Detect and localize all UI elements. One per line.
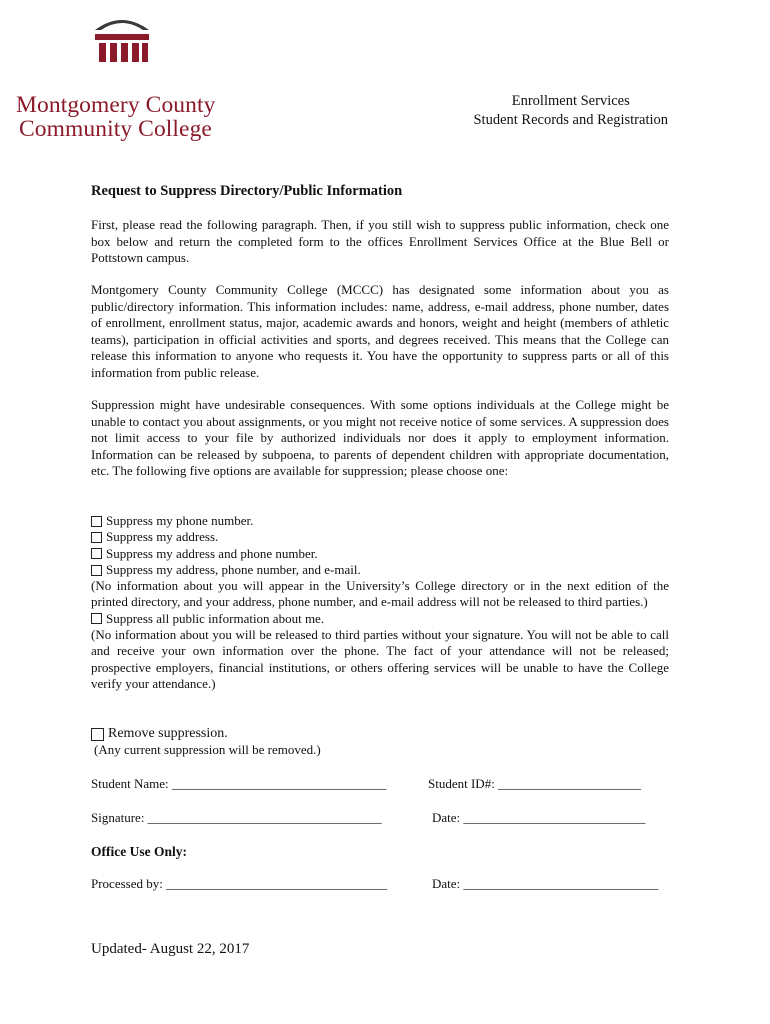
logo-text-line2: Community College — [19, 116, 212, 142]
option-label: Suppress my address. — [106, 529, 219, 545]
checkbox[interactable] — [91, 532, 102, 543]
option-remove-suppression[interactable] — [91, 726, 228, 742]
option-address[interactable] — [91, 529, 669, 545]
option-address-phone-email[interactable] — [91, 562, 669, 578]
checkbox[interactable] — [91, 613, 102, 624]
option-phone[interactable] — [91, 513, 669, 529]
date-field[interactable]: Date: ____________________________ — [432, 810, 646, 825]
intro-paragraph: First, please read the following paragraph. Then, if you still wish to suppress public information, check one box below and return the completed form to the offices Enrollment Services Office at the Blue Bell or Pottstown campus. — [91, 217, 669, 266]
suppression-options — [91, 513, 669, 692]
option-label: Suppress my address and phone number. — [106, 545, 318, 561]
directory-info-paragraph: Montgomery County Community College (MCCC) has designated some information about you as public/directory information. This information includes: name, address, e-mail address, phone number, dates of enrollment, enrollment status, major, academic awards and honors, weight and height (members of athletic teams), participation in official activities and sports, and degrees received. This means that the College can release this information to anyone who requests it. You have the opportunity to suppress parts or all of this information from public release. — [91, 282, 669, 380]
checkbox[interactable] — [91, 548, 102, 559]
student-id-field[interactable]: Student ID#: ______________________ — [428, 776, 642, 791]
remove-note: (Any current suppression will be removed.) — [94, 742, 321, 757]
department-line2: Student Records and Registration — [473, 112, 668, 128]
checkbox[interactable] — [91, 516, 102, 527]
consequences-block — [91, 397, 669, 480]
checkbox[interactable] — [91, 728, 104, 741]
checkbox[interactable] — [91, 565, 102, 576]
department-line1: Enrollment Services — [511, 93, 630, 109]
option-address-phone[interactable] — [91, 546, 669, 562]
option-label: Suppress all public information about me. — [106, 610, 325, 626]
college-building-icon — [93, 12, 151, 64]
updated-date: Updated- August 22, 2017 — [91, 941, 250, 957]
office-date-field[interactable]: Date: ______________________________ — [432, 876, 659, 891]
processed-by-field[interactable]: Processed by: __________________________________ — [91, 876, 388, 891]
form-title: Request to Suppress Directory/Public Information — [91, 183, 403, 199]
consequences-paragraph: Suppression might have undesirable consequences. With some options individuals at the College might be unable to contact you about assignments, or you might not receive notice of some services. A suppression does not limit access to your file by authorized individuals nor does it apply to employment information. Information can be released by subpoena, to parents of dependent children with appropriate documentation, etc. The following five options are available for suppression; please choose one: — [91, 397, 669, 479]
office-use-heading: Office Use Only: — [91, 844, 187, 859]
logo-text-line1: Montgomery County — [16, 92, 216, 118]
directory-info-block — [91, 282, 669, 382]
option4-note: (No information about you will appear in the University’s College directory or in the next edition of the printed directory, and your address, phone number, and e-mail address will not be released to third parties.) — [91, 578, 669, 610]
option-label: Suppress my address, phone number, and e-mail. — [106, 561, 361, 577]
student-name-field[interactable]: Student Name: _________________________________ — [91, 776, 387, 791]
intro-paragraph-block — [91, 217, 669, 267]
option5-note: (No information about you will be released to third parties without your signature. You will not be able to call and receive your own information over the phone. The fact of your attendance will not be released; prospective employers, financial institutions, or others offering services will be unable to have the College verify your attendance.) — [91, 627, 669, 691]
remove-label: Remove suppression. — [108, 726, 228, 741]
option-label: Suppress my phone number. — [106, 513, 254, 528]
department-header — [473, 92, 668, 130]
signature-field[interactable]: Signature: ____________________________________ — [91, 810, 382, 825]
option-suppress-all[interactable] — [91, 611, 669, 627]
college-logo — [16, 12, 246, 142]
